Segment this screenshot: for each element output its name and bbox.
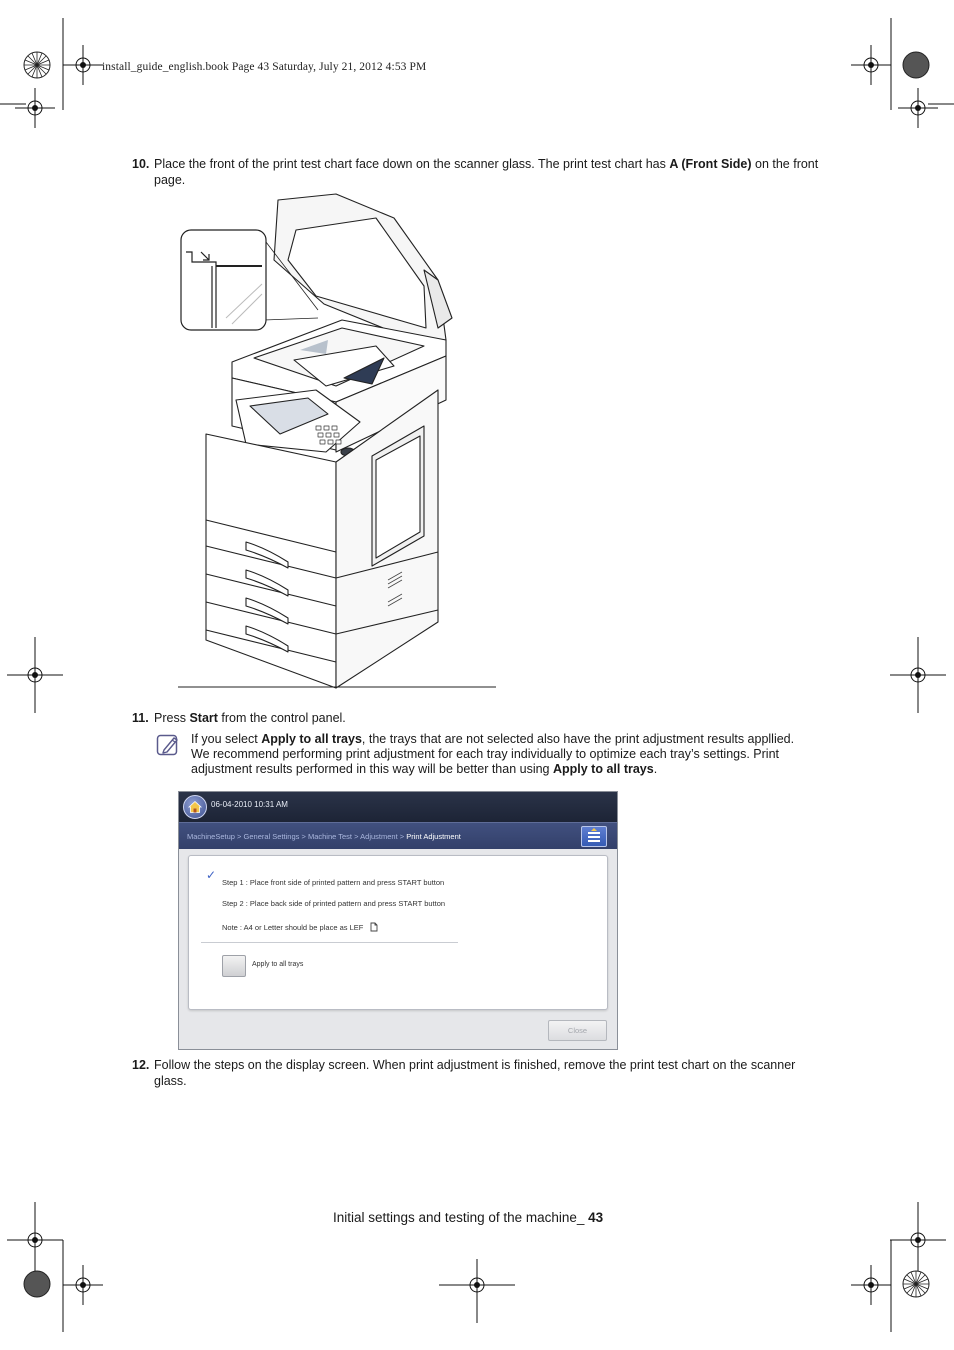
close-button[interactable]: Close — [548, 1020, 607, 1041]
content-panel — [188, 855, 608, 1010]
list-menu-icon — [582, 827, 606, 846]
note-text: If you select Apply to all trays, the trays that are not selected also have the print adjustment results appllied. We recommend performing print adjustment for each tray individually to optimize each tray’s settings. Print adjustment results performed in this way will be better than using Apply to all trays. — [191, 732, 795, 776]
print-adjustment-screen — [178, 791, 618, 1050]
paper-note: Note : A4 or Letter should be place as LEF — [222, 922, 379, 932]
breadcrumb-item[interactable]: Machine Test — [307, 832, 353, 841]
breadcrumb-current: Print Adjustment — [406, 832, 461, 841]
step2-instruction: Step 2 : Place back side of printed pattern and press START button — [222, 899, 446, 908]
step-number: 12. — [132, 1058, 150, 1072]
page-number: 43 — [588, 1210, 604, 1225]
breadcrumb — [179, 822, 617, 849]
step-number: 10. — [132, 157, 150, 171]
menu-button[interactable] — [581, 826, 607, 847]
breadcrumb-item[interactable]: MachineSetup — [187, 832, 235, 841]
apply-to-all-trays-label: Apply to all trays — [252, 961, 304, 968]
home-icon — [184, 796, 206, 818]
step-10 — [132, 157, 822, 188]
breadcrumb-item[interactable]: General Settings — [243, 832, 300, 841]
checkmark-icon: ✓ — [206, 868, 217, 882]
printer-illustration — [176, 190, 498, 690]
step-11 — [132, 711, 822, 727]
page-icon — [369, 922, 379, 932]
datetime: 06-04-2010 10:31 AM — [211, 800, 288, 809]
step-12 — [132, 1058, 822, 1089]
divider — [201, 942, 458, 943]
breadcrumb-trail: MachineSetup > General Settings > Machine Test > Adjustment > Print Adjustment — [187, 832, 461, 841]
home-button[interactable] — [183, 795, 207, 819]
step-text: Follow the steps on the display screen. When print adjustment is finished, remove the print test chart on the scanner glass. — [154, 1058, 796, 1088]
step1-instruction: Step 1 : Place front side of printed pattern and press START button — [222, 878, 445, 887]
step-text: Place the front of the print test chart face down on the scanner glass. The print test chart has A (Front Side) on the front page. — [154, 157, 819, 187]
note-pencil-icon — [156, 733, 180, 757]
breadcrumb-item[interactable]: Adjustment — [360, 832, 398, 841]
apply-to-all-trays-checkbox[interactable] — [222, 955, 246, 977]
page-footer: Initial settings and testing of the machine_ 43 — [333, 1210, 604, 1225]
book-file-header: install_guide_english.book Page 43 Saturday, July 21, 2012 4:53 PM — [102, 61, 427, 73]
step-text: Press Start from the control panel. — [154, 711, 346, 725]
step-number: 11. — [132, 711, 149, 725]
status-bar — [179, 792, 617, 822]
